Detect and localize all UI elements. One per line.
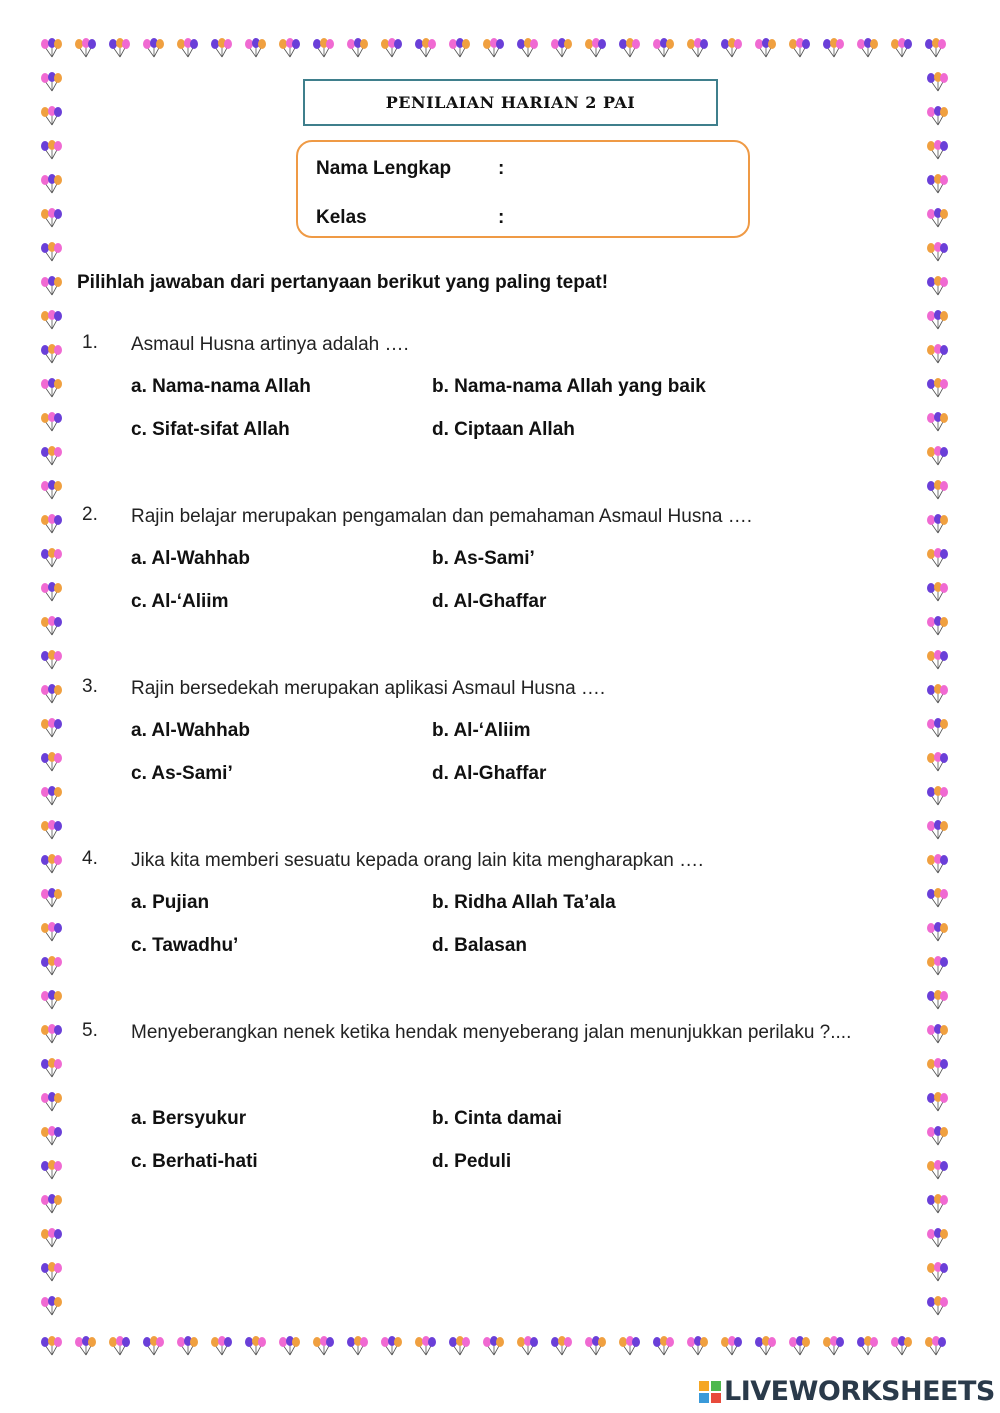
option-d[interactable]: d. Peduli [432,1151,512,1172]
balloon-bunch-icon [927,1058,948,1077]
option-c[interactable]: c. Al-‘Aliim [131,591,229,612]
question-text: Rajin belajar merupakan pengamalan dan pemahaman Asmaul Husna …. [131,506,753,527]
balloon-bunch-icon [927,310,948,329]
balloon-bunch-icon [41,718,62,737]
balloon-bunch-icon [927,140,948,159]
balloon-bunch-icon [551,1336,572,1355]
balloon-bunch-icon [857,1336,878,1355]
balloon-bunch-icon [41,140,62,159]
balloon-bunch-icon [483,38,504,57]
balloon-bunch-icon [41,1336,62,1355]
balloon-bunch-icon [41,990,62,1009]
balloon-bunch-icon [653,38,674,57]
balloon-bunch-icon [41,616,62,635]
balloon-bunch-icon [109,1336,130,1355]
balloon-bunch-icon [721,38,742,57]
balloon-bunch-icon [381,1336,402,1355]
option-b[interactable]: b. As-Sami’ [432,548,535,569]
instruction-text: Pilihlah jawaban dari pertanyaan berikut yang paling tepat! [77,272,609,293]
balloon-bunch-icon [41,786,62,805]
balloon-bunch-icon [41,514,62,533]
option-a[interactable]: a. Pujian [131,892,210,913]
balloon-bunch-icon [927,480,948,499]
question-text: Jika kita memberi sesuatu kepada orang lain kita mengharapkan …. [131,850,704,871]
identity-box [296,140,750,238]
balloon-bunch-icon [177,1336,198,1355]
balloon-bunch-icon [41,106,62,125]
balloon-bunch-icon [41,888,62,907]
balloon-bunch-icon [927,752,948,771]
option-a[interactable]: a. Bersyukur [131,1108,247,1129]
balloon-bunch-icon [313,38,334,57]
balloon-bunch-icon [891,1336,912,1355]
balloon-bunch-icon [927,684,948,703]
balloon-bunch-icon [211,38,232,57]
balloon-bunch-icon [381,38,402,57]
option-b[interactable]: b. Nama-nama Allah yang baik [432,376,706,397]
balloon-bunch-icon [41,1160,62,1179]
question-number: 5. [82,1020,98,1041]
balloon-bunch-icon [927,446,948,465]
question-number: 3. [82,676,98,697]
balloon-bunch-icon [755,1336,776,1355]
option-d[interactable]: d. Al-Ghaffar [432,591,547,612]
balloon-bunch-icon [41,378,62,397]
balloon-bunch-icon [619,1336,640,1355]
balloon-bunch-icon [927,1296,948,1315]
name-colon: : [498,158,505,179]
question-text: Rajin bersedekah merupakan aplikasi Asmaul Husna …. [131,678,606,699]
balloon-bunch-icon [619,38,640,57]
option-d[interactable]: d. Balasan [432,935,528,956]
option-c[interactable]: c. Berhati-hati [131,1151,258,1172]
page-title-box [303,79,718,126]
balloon-bunch-icon [927,1194,948,1213]
balloon-bunch-icon [41,208,62,227]
balloon-bunch-icon [347,1336,368,1355]
balloon-bunch-icon [927,650,948,669]
balloon-bunch-icon [789,1336,810,1355]
balloon-bunch-icon [143,38,164,57]
balloon-bunch-icon [687,1336,708,1355]
balloon-bunch-icon [41,548,62,567]
balloon-bunch-icon [75,1336,96,1355]
balloon-bunch-icon [585,1336,606,1355]
balloon-bunch-icon [415,1336,436,1355]
balloon-bunch-icon [41,38,62,57]
balloon-bunch-icon [109,38,130,57]
option-c[interactable]: c. As-Sami’ [131,763,233,784]
option-d[interactable]: d. Ciptaan Allah [432,419,575,440]
balloon-bunch-icon [551,38,572,57]
balloon-bunch-icon [41,1092,62,1111]
option-d[interactable]: d. Al-Ghaffar [432,763,547,784]
class-label: Kelas [316,207,367,228]
balloon-bunch-icon [927,582,948,601]
liveworksheets-watermark[interactable] [699,1376,995,1407]
balloon-bunch-icon [41,1194,62,1213]
balloon-bunch-icon [347,38,368,57]
balloon-bunch-icon [823,38,844,57]
balloon-bunch-icon [41,72,62,91]
balloon-bunch-icon [41,582,62,601]
balloon-bunch-icon [75,38,96,57]
balloon-bunch-icon [653,1336,674,1355]
option-a[interactable]: a. Nama-nama Allah [131,376,311,397]
name-label: Nama Lengkap [316,158,452,179]
balloon-bunch-icon [313,1336,334,1355]
option-a[interactable]: a. Al-Wahhab [131,548,250,569]
balloon-bunch-icon [927,854,948,873]
balloon-bunch-icon [927,820,948,839]
balloon-bunch-icon [41,1058,62,1077]
balloon-bunch-icon [41,276,62,295]
option-a[interactable]: a. Al-Wahhab [131,720,250,741]
balloon-bunch-icon [823,1336,844,1355]
balloon-bunch-icon [41,174,62,193]
balloon-bunch-icon [927,922,948,941]
balloon-bunch-icon [245,38,266,57]
balloon-bunch-icon [927,276,948,295]
balloon-bunch-icon [41,1228,62,1247]
option-b[interactable]: b. Cinta damai [432,1108,562,1129]
balloon-bunch-icon [927,72,948,91]
question-number: 2. [82,504,98,525]
balloon-bunch-icon [279,1336,300,1355]
question-number: 4. [82,848,98,869]
balloon-bunch-icon [585,38,606,57]
balloon-bunch-icon [927,616,948,635]
balloon-bunch-icon [927,786,948,805]
balloon-bunch-icon [41,1024,62,1043]
balloon-bunch-icon [245,1336,266,1355]
balloon-bunch-icon [41,412,62,431]
balloon-bunch-icon [41,344,62,363]
balloon-bunch-icon [927,514,948,533]
balloon-bunch-icon [415,38,436,57]
balloon-bunch-icon [927,1126,948,1145]
balloon-bunch-icon [927,208,948,227]
balloon-bunch-icon [41,1126,62,1145]
balloon-bunch-icon [927,412,948,431]
balloon-bunch-icon [925,38,946,57]
balloon-bunch-icon [927,1262,948,1281]
balloon-bunch-icon [41,956,62,975]
balloon-bunch-icon [41,480,62,499]
balloon-bunch-icon [927,888,948,907]
balloon-bunch-icon [927,1160,948,1179]
balloon-bunch-icon [927,990,948,1009]
balloon-bunch-icon [41,310,62,329]
balloon-bunch-icon [927,1092,948,1111]
balloon-bunch-icon [143,1336,164,1355]
page-title: PENILAIAN HARIAN 2 PAI [385,93,636,112]
balloon-bunch-icon [755,38,776,57]
balloon-bunch-icon [517,38,538,57]
balloon-bunch-icon [789,38,810,57]
balloon-bunch-icon [41,820,62,839]
balloon-bunch-icon [41,752,62,771]
balloon-bunch-icon [449,38,470,57]
option-c[interactable]: c. Tawadhu’ [131,935,239,956]
option-c[interactable]: c. Sifat-sifat Allah [131,419,290,440]
question-number: 1. [82,332,98,353]
balloon-bunch-icon [483,1336,504,1355]
balloon-bunch-icon [41,446,62,465]
class-colon: : [498,207,505,228]
balloon-bunch-icon [211,1336,232,1355]
balloon-bunch-icon [721,1336,742,1355]
balloon-bunch-icon [41,922,62,941]
balloon-bunch-icon [927,548,948,567]
question-text: Asmaul Husna artinya adalah …. [131,334,409,355]
balloon-bunch-icon [927,378,948,397]
balloon-bunch-icon [927,1024,948,1043]
balloon-bunch-icon [517,1336,538,1355]
balloon-bunch-icon [449,1336,470,1355]
balloon-bunch-icon [925,1336,946,1355]
balloon-bunch-icon [891,38,912,57]
balloon-bunch-icon [41,854,62,873]
balloon-bunch-icon [41,684,62,703]
watermark-text: LIVEWORKSHEETS [724,1376,995,1407]
balloon-bunch-icon [687,38,708,57]
balloon-bunch-icon [927,174,948,193]
balloon-bunch-icon [927,242,948,261]
option-b[interactable]: b. Al-‘Aliim [432,720,531,741]
balloon-bunch-icon [927,718,948,737]
balloon-bunch-icon [41,650,62,669]
balloon-bunch-icon [857,38,878,57]
balloon-bunch-icon [927,956,948,975]
liveworksheets-logo-icon [699,1381,721,1403]
balloon-bunch-icon [41,1262,62,1281]
question-text: Menyeberangkan nenek ketika hendak menyeberang jalan menunjukkan perilaku ?.... [131,1022,852,1043]
balloon-bunch-icon [927,106,948,125]
balloon-bunch-icon [927,1228,948,1247]
balloon-bunch-icon [927,344,948,363]
option-b[interactable]: b. Ridha Allah Ta’ala [432,892,616,913]
balloon-bunch-icon [41,1296,62,1315]
balloon-bunch-icon [279,38,300,57]
balloon-bunch-icon [41,242,62,261]
balloon-bunch-icon [177,38,198,57]
